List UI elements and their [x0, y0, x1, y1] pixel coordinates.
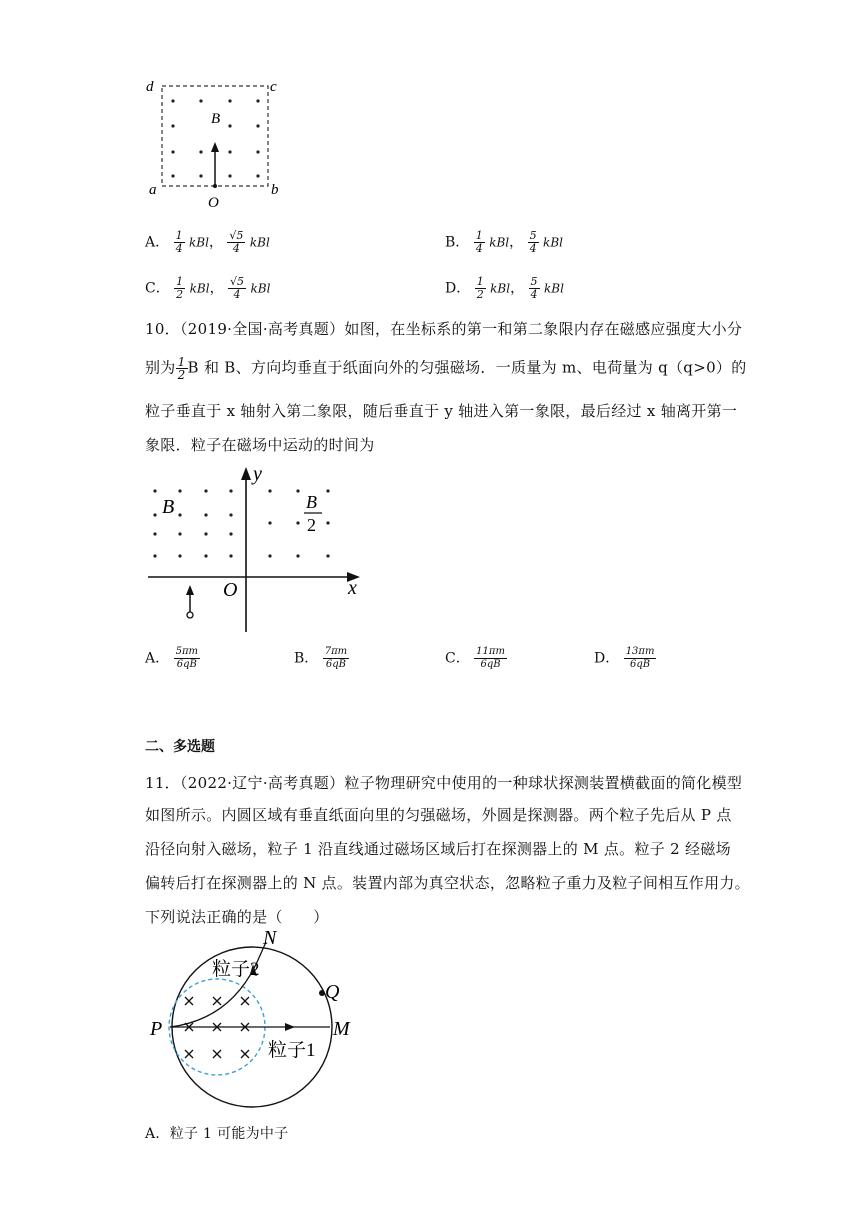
fraction: $\frac{1}{4}$: [475, 229, 483, 255]
q10-line-1: 10．（2019·全国·高考真题）如图，在坐标系的第一和第二象限内存在磁感应强度大小分: [145, 320, 743, 338]
q11-line-4: 偏转后打在探测器上的 N 点。装置内部为真空状态，忽略粒子重力及粒子间相互作用力。: [145, 874, 750, 892]
particle-source: [187, 612, 193, 618]
q11-line-5: 下列说法正确的是（ ）: [145, 908, 329, 926]
label-d: d: [146, 79, 154, 95]
label-Q: Q: [325, 981, 340, 1003]
fraction: $\frac{1}{2}$: [476, 275, 484, 301]
q10-option-b[interactable]: B． $\frac{7\pi m}{6qB}$: [294, 646, 348, 670]
label-particle2: 粒子2: [212, 959, 260, 980]
q10-line-3: 粒子垂直于 x 轴射入第二象限，随后垂直于 y 轴进入第一象限，最后经过 x 轴离开第一: [145, 402, 738, 420]
q9-option-c[interactable]: C． $\frac{1}{2}$ kBl， $\frac{√5}{4}$ kBl: [145, 275, 271, 301]
fraction-half: $\frac{1}{2}$: [177, 355, 186, 382]
label-b: b: [271, 182, 279, 198]
label-B-num: B: [306, 492, 317, 512]
section-heading: 二、多选题: [145, 739, 215, 755]
q9-option-b[interactable]: B． $\frac{1}{4}$ kBl， $\frac{5}{4}$ kBl: [445, 229, 563, 255]
fraction: $\frac{1}{4}$: [175, 229, 183, 255]
fraction: $\frac{5}{4}$: [529, 229, 537, 255]
label-M: M: [333, 1018, 350, 1040]
q9-option-a[interactable]: A． $\frac{1}{4}$ kBl， $\frac{√5}{4}$ kBl: [145, 229, 270, 255]
square-field-figure: [140, 74, 290, 214]
label-B: B: [211, 111, 221, 127]
label-x: x: [348, 577, 357, 599]
particle-arrow: [186, 585, 194, 595]
label-B-den: 2: [307, 515, 316, 535]
q11-option-a[interactable]: A．粒子 1 可能为中子: [145, 1126, 289, 1142]
label-O: O: [223, 579, 238, 601]
label-P: P: [150, 1018, 163, 1040]
fraction: $\frac{1}{2}$: [176, 275, 184, 301]
fraction: $\frac{5}{4}$: [530, 275, 538, 301]
label-y: y: [253, 463, 262, 485]
label-O: O: [208, 195, 219, 211]
field-dots-right: [268, 489, 329, 557]
detector-figure: [140, 930, 370, 1115]
q10-option-a[interactable]: A． $\frac{5\pi m}{6qB}$: [145, 646, 198, 670]
q11-line-3: 沿径向射入磁场，粒子 1 沿直线通过磁场区域后打在探测器上的 M 点。粒子 2 经磁场: [145, 840, 731, 858]
q11-line-2: 如图所示。内圆区域有垂直纸面向里的匀强磁场，外圆是探测器。两个粒子先后从 P 点: [145, 806, 732, 824]
particle1-arrow: [285, 1023, 295, 1031]
arrow-head: [211, 142, 219, 152]
q9-option-d[interactable]: D． $\frac{1}{2}$ kBl， $\frac{5}{4}$ kBl: [445, 275, 564, 301]
label-c: c: [270, 79, 277, 95]
q10-option-c[interactable]: C． $\frac{11\pi m}{6qB}$: [445, 646, 505, 670]
coordinate-field-figure: [140, 462, 370, 637]
q10-option-d[interactable]: D． $\frac{13\pi m}{6qB}$: [594, 646, 655, 670]
q11-line-1: 11．（2022·辽宁·高考真题）粒子物理研究中使用的一种球状探测装置横截面的简化模型: [145, 774, 743, 792]
fraction: $\frac{√5}{4}$: [229, 229, 244, 255]
label-a: a: [149, 182, 157, 198]
label-N: N: [263, 930, 277, 949]
fraction: $\frac{√5}{4}$: [230, 275, 245, 301]
q10-line-4: 象限．粒子在磁场中运动的时间为: [145, 436, 375, 454]
q10-line-2: 别为 $\frac{1}{2}$ B 和 B、方向均垂直于纸面向外的匀强磁场．一质量为 m、电荷量为 q（q>0）的: [145, 355, 747, 382]
label-particle1: 粒子1: [268, 1040, 316, 1061]
y-arrow: [241, 467, 251, 480]
label-B: B: [162, 496, 175, 518]
